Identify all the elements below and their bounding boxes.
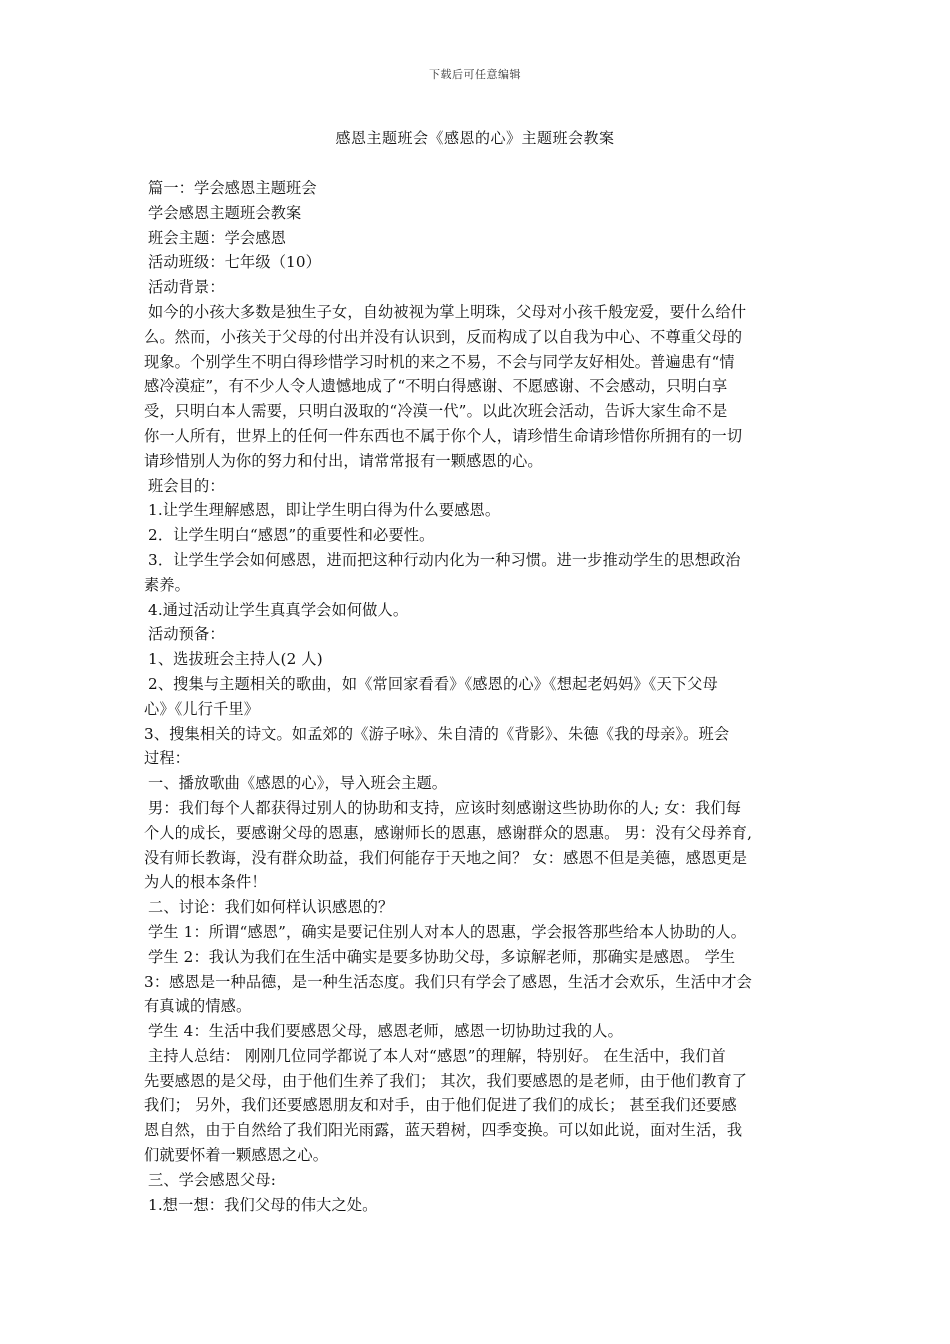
text-line: 4.通过活动让学生真真学会如何做人。 (148, 600, 409, 619)
text-line: 素养。 (144, 575, 191, 594)
text-line: 你一人所有，世界上的任何一件东西也不属于你个人，请珍惜生命请珍惜你所拥有的一切 (144, 426, 743, 445)
text-line: 现象。个别学生不明白得珍惜学习时机的来之不易，不会与同学友好相处。普遍患有“情 (144, 352, 735, 371)
text-line: 3：感恩是一种品德，是一种生活态度。我们只有学会了感恩，生活才会欢乐，生活中才会 (144, 972, 752, 991)
text-line: 么。然而，小孩关于父母的付出并没有认识到，反而构成了以自我为中心、不尊重父母的 (144, 327, 743, 346)
text-line: 过程： (144, 749, 191, 768)
text-line: 活动班级：七年级（10） (148, 253, 322, 272)
text-line: 班会目的： (148, 476, 225, 495)
text-line: 个人的成长，要感谢父母的恩惠，感谢师长的恩惠，感谢群众的恩惠。 男：没有父母养育, (144, 823, 753, 842)
text-line: 有真诚的情感。 (144, 997, 252, 1016)
text-line: 活动预备： (148, 625, 225, 644)
text-line: 三、学会感恩父母: (148, 1170, 276, 1189)
text-line: 主持人总结： 刚刚几位同学都说了本人对“感恩”的理解，特别好。 在生活中，我们首 (148, 1046, 726, 1065)
text-line: 先要感恩的是父母，由于他们生养了我们； 其次，我们要感恩的是老师，由于他们教育了 (144, 1071, 748, 1090)
text-line: 2、搜集与主题相关的歌曲，如《常回家看看》《感恩的心》《想起老妈妈》《天下父母 (148, 674, 718, 693)
text-line: 学生 2：我认为我们在生活中确实是要多协助父母，多谅解老师，那确实是感恩。 学生 (148, 947, 736, 966)
text-line: 学会感恩主题班会教案 (148, 203, 302, 222)
text-line: 篇一：学会感恩主题班会 (148, 179, 317, 197)
text-line: 感冷漠症”，有不少人令人遗憾地成了“不明白得感谢、不愿感谢、不会感动，只明白享 (144, 377, 728, 396)
text-line: 男：我们每个人都获得过别人的协助和支持，应该时刻感谢这些协助你的人; 女：我们每 (148, 798, 742, 817)
text-line: 们就要怀着一颗感恩之心。 (144, 1146, 329, 1165)
text-line: 3、搜集相关的诗文。如孟郊的《游子咏》、朱自清的《背影》、朱德《我的母亲》。班会 (144, 724, 730, 743)
document-body (144, 176, 809, 1217)
text-line: 我们； 另外，我们还要感恩朋友和对手，由于他们促进了我们的成长； 甚至我们还要感 (144, 1096, 737, 1115)
text-line: 1.想一想：我们父母的伟大之处。 (148, 1195, 378, 1214)
text-line: 2．让学生明白“感恩”的重要性和必要性。 (148, 526, 435, 545)
text-line: 一、播放歌曲《感恩的心》，导入班会主题。 (148, 774, 448, 793)
text-line: 受，只明白本人需要，只明白汲取的“冷漠一代”。以此次班会活动，告诉大家生命不是 (144, 402, 728, 421)
text-line: 二、讨论：我们如何样认识感恩的？ (148, 898, 394, 917)
text-line: 心》《儿行千里》 (144, 699, 260, 718)
header-note: 下载后可任意编辑 (429, 68, 521, 81)
text-line: 1、选拔班会主持人(2 人) (148, 650, 323, 669)
text-line: 为人的根本条件！ (144, 873, 267, 892)
text-line: 3．让学生学会如何感恩，进而把这种行动内化为一种习惯。进一步推动学生的思想政治 (148, 550, 741, 569)
text-line: 恩自然，由于自然给了我们阳光雨露，蓝天碧树，四季变换。可以如此说，面对生活，我 (144, 1121, 743, 1140)
text-line: 如今的小孩大多数是独生子女，自幼被视为掌上明珠，父母对小孩千般宠爱，要什么给什 (148, 302, 747, 321)
text-line: 请珍惜别人为你的努力和付出，请常常报有一颗感恩的心。 (144, 451, 543, 470)
document-title: 感恩主题班会《感恩的心》主题班会教案 (335, 129, 615, 147)
text-line: 学生 1：所谓“感恩”，确实是要记住别人对本人的恩惠，学会报答那些给本人协助的人。 (148, 922, 747, 941)
text-line: 1.让学生理解感恩，即让学生明白得为什么要感恩。 (148, 501, 501, 520)
text-line: 活动背景： (148, 278, 225, 297)
text-line: 学生 4：生活中我们要感恩父母，感恩老师，感恩一切协助过我的人。 (148, 1022, 623, 1041)
text-line: 没有师长教诲，没有群众助益，我们何能存于天地之间？ 女：感恩不但是美德，感恩更是 (144, 848, 748, 867)
text-line: 班会主题：学会感恩 (148, 228, 287, 247)
